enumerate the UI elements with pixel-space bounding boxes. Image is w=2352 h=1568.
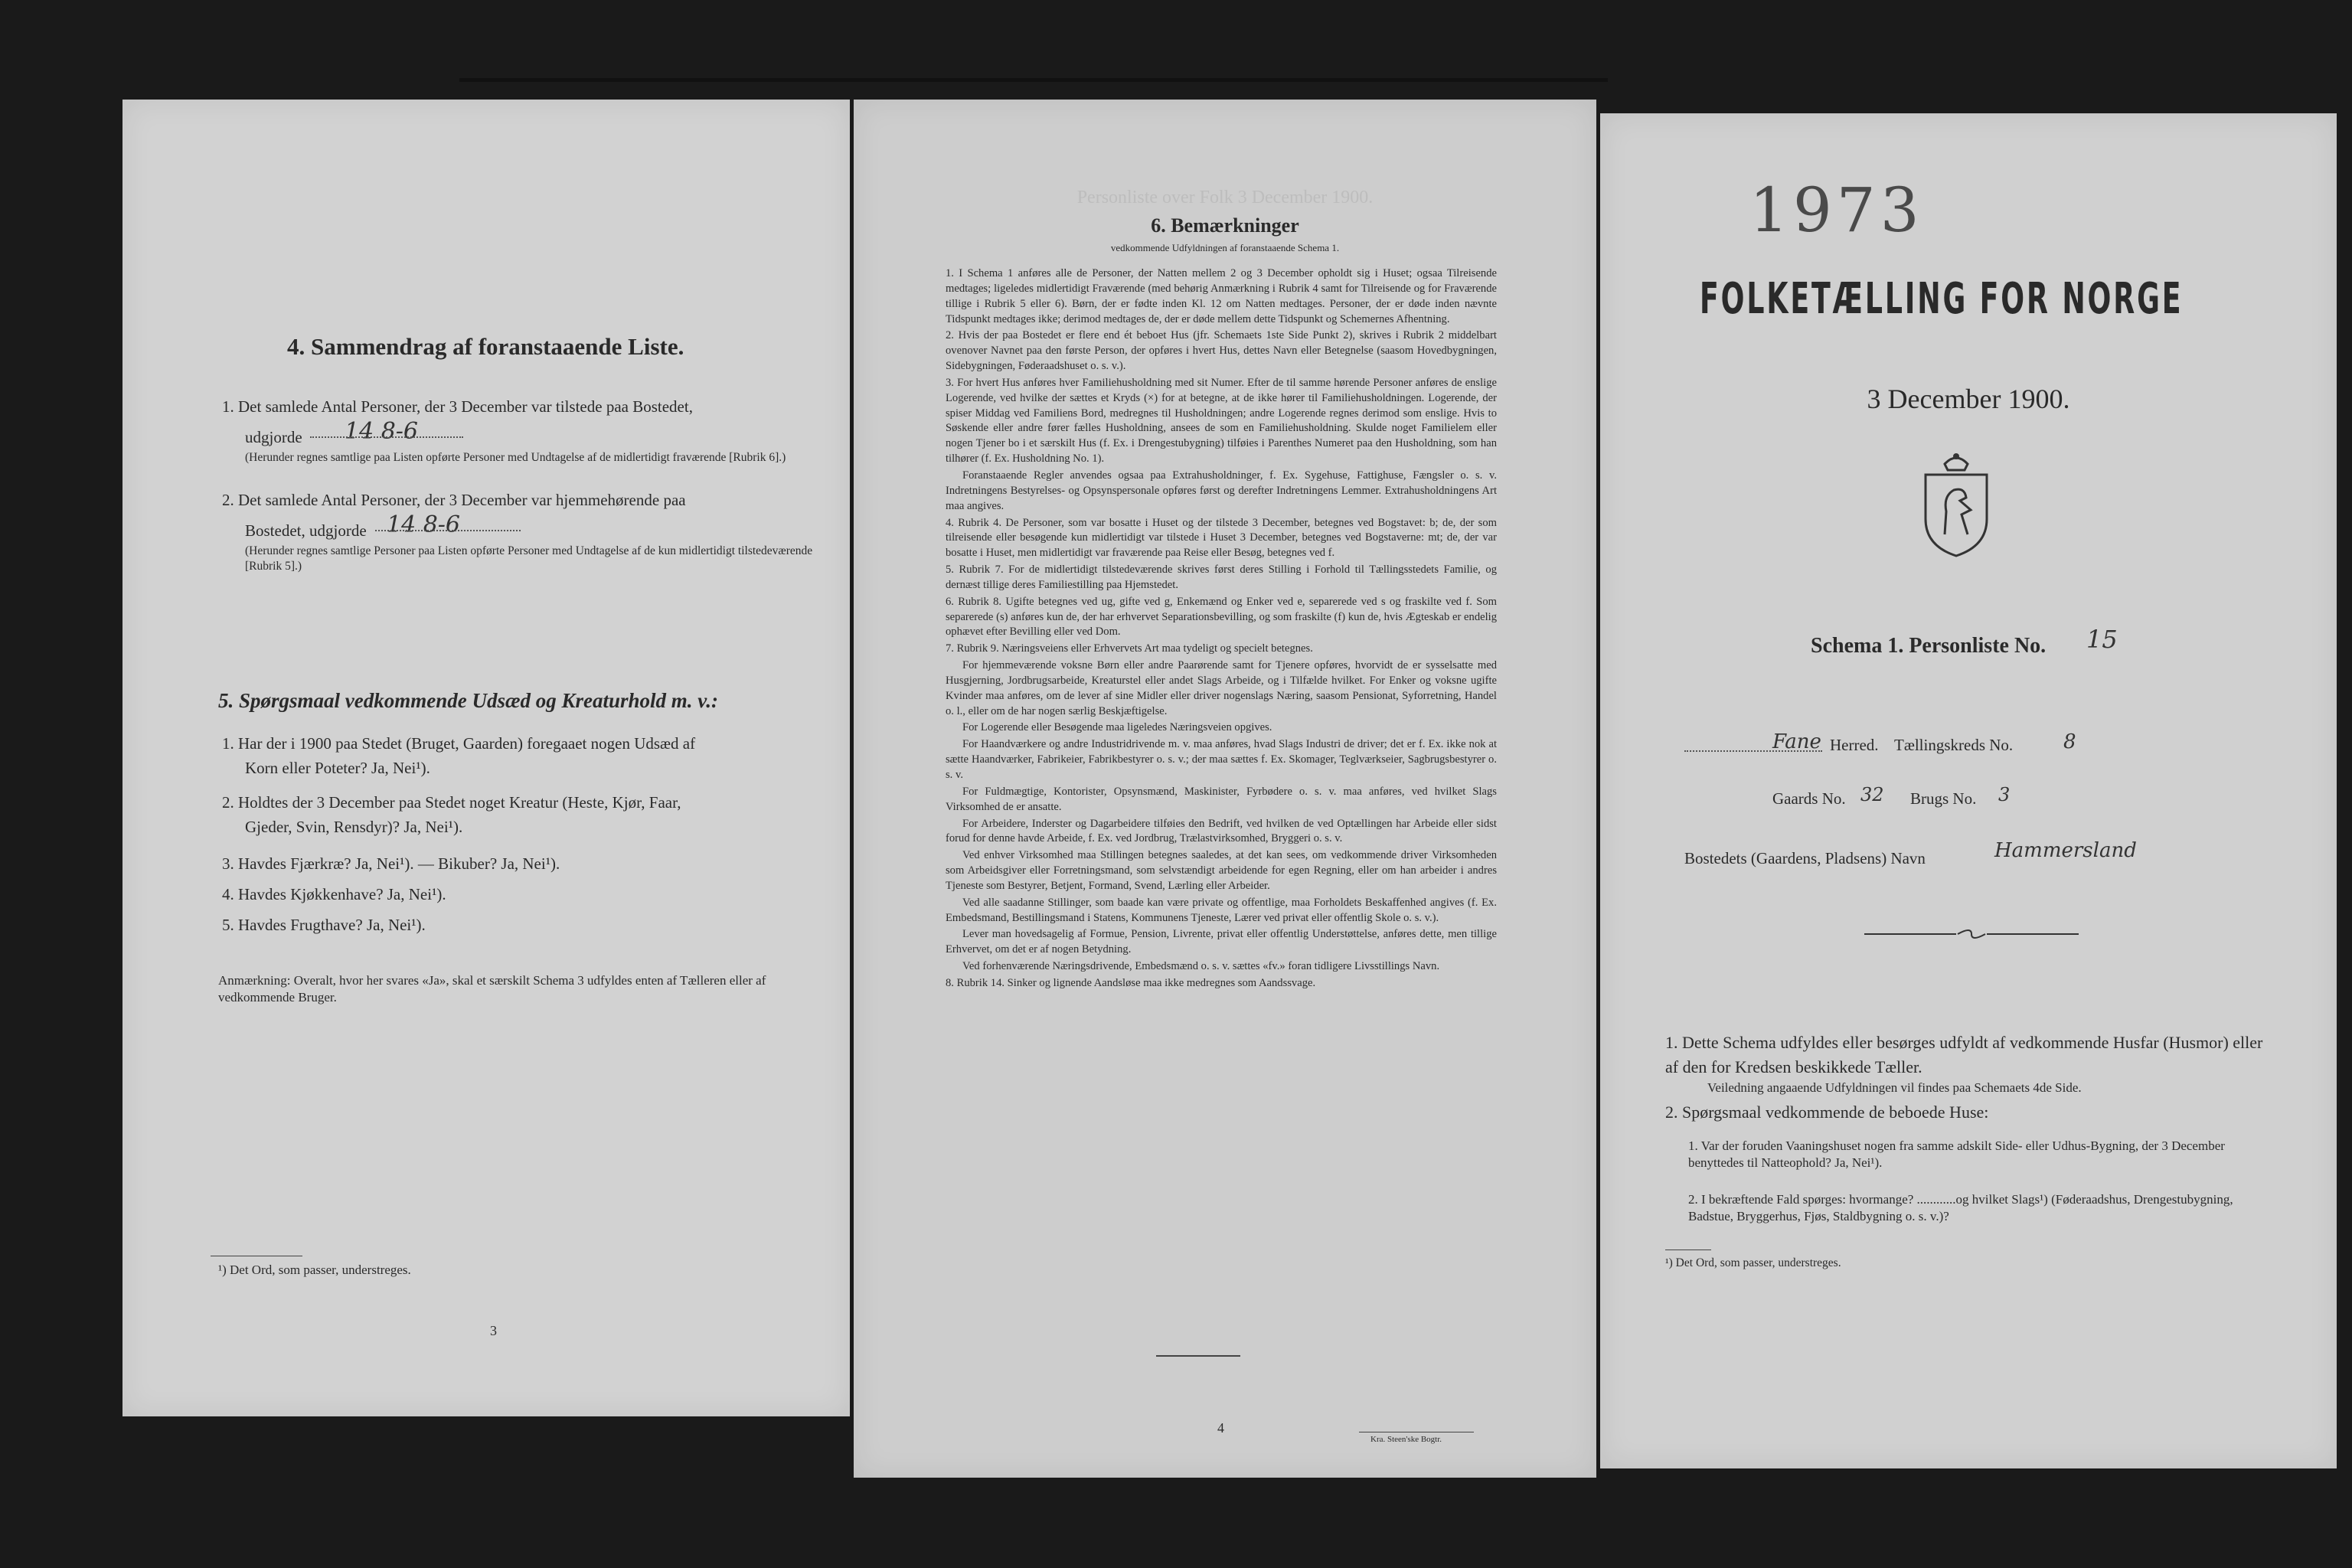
section6-subtitle: vedkommende Udfyldningen af foranstaaende Schema 1. — [1110, 242, 1340, 253]
remark-paragraph: 7. Rubrik 9. Næringsveiens eller Erhvervets Art maa tydeligt og specielt betegnes. — [946, 642, 1313, 655]
remark-paragraph: 1. I Schema 1 anføres alle de Personer, der Natten mellem 2 og 3 December opholdt sig i Huset; ogsaa Tilreisende medtages; ligeledes midlertidigt Fraværende (med behørig Anmærkning i Rubrik 4 samt for Tilreisende og for Fraværende tillige i Rubrik 5 eller 6). Børn, der er fødte inden Kl. 12 om Natten medtages. Personer, der er døde inden nævnte Tidspunkt medtages ikke; derimod medtages de, der er døde mellem dette Tidspunkt og Schemernes Afhentning. — [946, 267, 1497, 325]
item1-note: (Herunder regnes samtlige paa Listen opførte Personer med Undtagelse af de midlertidigt fraværende [Rubrik 6].) — [245, 451, 786, 464]
end-rule — [1156, 1355, 1240, 1357]
remark-paragraph: For Arbeidere, Inderster og Dagarbeidere tilføies den Bedrift, ved hvilken de ved Optællingen har Arbeide eller sidst forud for denne havde Arbeide, f. Ex. ved Jordbrug, Trælastvirksomhed, Bryggeri o. s. v. — [946, 817, 1497, 845]
ornament-divider — [1864, 926, 2079, 942]
remark-paragraph: 8. Rubrik 14. Sinker og lignende Aandsløse maa ikke medregnes som Aandssvage. — [946, 976, 1316, 989]
herred-label: Herred. — [1830, 736, 1879, 754]
q1-line1: 1. Har der i 1900 paa Stedet (Bruget, Gaarden) foregaaet nogen Udsæd af — [222, 734, 696, 753]
faded-header: Personliste over Folk 3 December 1900. — [1076, 188, 1374, 207]
remark-paragraph: Ved forhenværende Næringsdrivende, Embedsmænd o. s. v. sættes «fv.» foran tidligere Livsstillings Navn. — [962, 960, 1440, 973]
q5: 5. Havdes Frugthave? Ja, Nei¹). — [222, 916, 426, 934]
item2-value: 14 8-6 — [387, 511, 461, 538]
anmerkning: Anmærkning: Overalt, hvor her svares «Ja», skal et særskilt Schema 3 udfyldes enten af Tælleren eller af vedkommende Bruger. — [218, 973, 766, 1005]
remark-paragraph: Foranstaaende Regler anvendes ogsaa paa Extrahusholdninger, f. Ex. Sygehuse, Fattighuse, Fængsler o. s. v. Indretningens Bestyrelses- og Opsynspersonale opføres først og derefter Indretningens Lemmer. Extrahusholdningens Art maa angives. — [946, 469, 1497, 512]
brugs-value: 3 — [1998, 784, 2011, 805]
q2-line1: 2. Holdtes der 3 December paa Stedet noget Kreatur (Heste, Kjør, Faar, — [222, 793, 681, 812]
remark-paragraph: 3. For hvert Hus anføres hver Familiehusholdning med sit Numer. Efter de til samme hørende Personer anføres de enslige Logerende, ved hvilke der sættes et Kryds (×) for at betegne, at de ikke hører til Familiehusholdningen. Logerende, der spiser Middag ved Familiens Bord, medregnes til Husholdningen; andre Logerende regnes derimod som enslige. Hvis to Søskende eller andre fører fælles Husholdning, ansees de som en Familiehusholdning. Skulde noget Familielem eller nogen Tjener bo i et særskilt Hus (f. Ex. i Drengestubygning) tilføies i Parenthes Numeret paa den Husholdning, som han tilhører (f. Ex. Husholdning No. 1). — [946, 376, 1497, 466]
instruction-2: 2. Spørgsmaal vedkommende de beboede Huse: — [1665, 1102, 1989, 1122]
form-title: FOLKETÆLLING FOR NORGE — [1700, 274, 2184, 324]
instruction-1: 1. Dette Schema udfyldes eller besørges udfyldt af vedkommende Husfar (Husmor) eller af den for Kredsen beskikkede Tæller. — [1665, 1033, 2263, 1076]
remark-paragraph: For Fuldmægtige, Kontorister, Opsynsmænd, Maskinister, Fyrbødere o. s. v. maa anføres, ved hvilket Slags Virksomhed de er ansatte. — [946, 785, 1497, 813]
item2-text: 2. Det samlede Antal Personer, der 3 December var hjemmehørende paa — [222, 491, 686, 509]
q4: 4. Havdes Kjøkkenhave? Ja, Nei¹). — [222, 885, 446, 903]
remark-paragraph: Ved enhver Virksomhed maa Stillingen betegnes saaledes, at det kan sees, om vedkommende driver Virksomheden som Arbeidsgiver eller Forretningsmand, som selvstændigt arbeidende for egen Regning, eller om han arbeider i andres Tjeneste som Bestyrer, Betjent, Formand, Svend, Lærling eller Arbeider. — [946, 849, 1497, 892]
remark-paragraph: 2. Hvis der paa Bostedet er flere end ét beboet Hus (jfr. Schemaets 1ste Side Punkt 2), skrives i Rubrik 2 middelbart ovenover Navnet paa den første Person, der opføres i hvert Hus, dettes Navn eller Betegnelse (saasom Hovedbygningen, Sidebygningen, Føderaadshuset o. s. v.). — [946, 329, 1497, 373]
remark-paragraph: 4. Rubrik 4. De Personer, som var bosatte i Huset og der tilstede 3 December, betegnes ved Bogstavet: b; de, der som tilreisende eller besøgende kun midlertidigt var tilstede i Huset 3 December, betegnes ved Bogstaverne: mt; de, der var bosatte i Huset, men midlertidigt var fraværende paa Reise eller Besøg, betegnes ved f. — [946, 516, 1497, 560]
section5-title: 5. Spørgsmaal vedkommende Udsæd og Kreaturhold m. v.: — [218, 689, 719, 712]
gaards-label: Gaards No. — [1772, 789, 1846, 808]
remark-paragraph: Ved alle saadanne Stillinger, som baade kan være private og offentlige, maa Forholdets Beskaffenhed angives (f. Ex. Embedsmand, Bestillingsmand i Statens, Kommunens Tjeneste, Lærer ved privat eller offentlig Skole o. s. v.). — [946, 896, 1497, 924]
item1-value: 14 8-6 — [345, 418, 419, 445]
kreds-value: 8 — [2063, 730, 2076, 753]
left-page — [122, 100, 850, 1416]
schema-label: Schema 1. Personliste No. — [1811, 634, 2047, 658]
footnote: ¹) Det Ord, som passer, understreges. — [1665, 1256, 1841, 1269]
instruction-1-sub: Veiledning angaaende Udfyldningen vil findes paa Schemaets 4de Side. — [1707, 1080, 2082, 1095]
item1-udgjorde: udgjorde — [245, 428, 302, 446]
instruction-2-q1: 1. Var der foruden Vaaningshuset nogen fra samme adskilt Side- eller Udhus-Bygning, der 3 December benyttedes til Natteophold? Ja, Nei¹). — [1688, 1138, 2225, 1171]
bosted-value: Hammersland — [1994, 839, 2137, 862]
top-rule — [459, 78, 1608, 82]
form-date: 3 December 1900. — [1867, 384, 2070, 414]
gaards-value: 32 — [1860, 784, 1884, 805]
remark-paragraph: 5. Rubrik 7. For de midlertidigt tilstedeværende skrives først deres Stilling i Forhold til Tællingsstedets Familie, og dernæst tillige deres Familiestilling paa Hjemstedet. — [946, 564, 1497, 591]
remark-paragraph: For Haandværkere og andre Industridrivende m. v. maa anføres, hvad Slags Industri de driver; det er f. Ex. ikke nok at sætte Haandværker, Fabrikeier, Fabrikbestyrer o. s. v.; der maa sættes f. Ex. Skomager, Teglværkseier, Sagbrugsbestyrer o. s. v. — [946, 738, 1497, 781]
q1-line2: Korn eller Poteter? Ja, Nei¹). — [245, 759, 430, 777]
handwritten-number: 1973 — [1749, 175, 1924, 246]
q3: 3. Havdes Fjærkræ? Ja, Nei¹). — Bikuber? Ja, Nei¹). — [222, 854, 560, 873]
bosted-label: Bostedets (Gaardens, Pladsens) Navn — [1684, 849, 1926, 867]
section4-title: 4. Sammendrag af foranstaaende Liste. — [287, 333, 684, 360]
footnote: ¹) Det Ord, som passer, understreges. — [218, 1263, 411, 1277]
right-page — [1600, 113, 2337, 1468]
page-number: 3 — [490, 1323, 497, 1338]
instruction-2-q2: 2. I bekræftende Fald spørges: hvormange? ............og hvilket Slags¹) (Føderaadshus, Drengestubygning, Badstue, Bryggerhus, Fjøs, Staldbygning o. s. v.)? — [1688, 1192, 2233, 1224]
schema-number: 15 — [2086, 625, 2118, 654]
herred-value: Fane — [1772, 730, 1821, 753]
remark-paragraph: For Logerende eller Besøgende maa ligeledes Næringsveien opgives. — [962, 721, 1272, 734]
item2-dotline — [375, 530, 521, 531]
item2-note: (Herunder regnes samtlige Personer paa Listen opførte Personer med Undtagelse af de kun midlertidigt tilstedeværende [Rubrik 5].) — [245, 544, 813, 573]
item1-text: 1. Det samlede Antal Personer, der 3 December var tilstede paa Bostedet, — [222, 397, 693, 416]
kreds-label: Tællingskreds No. — [1894, 736, 2014, 754]
middle-page — [854, 100, 1596, 1478]
page-number: 4 — [1217, 1420, 1224, 1436]
item1-dotline — [310, 436, 463, 438]
remark-paragraph: Lever man hovedsagelig af Formue, Pension, Livrente, privat eller offentlig Understøttelse, anføres dette, men tillige Erhvervet, om det er af nogen Betydning. — [946, 928, 1497, 956]
section6-title: 6. Bemærkninger — [1151, 214, 1299, 237]
remark-paragraph: 6. Rubrik 8. Ugifte betegnes ved ug, gifte ved g, Enkemænd og Enker ved e, separerede ved s og fraskilte ved f. Som separerede (s) anføres kun de, der har erhvervet Separationsbevilling, og som fraskilte (f) kun de, hvis Ægteskab er endelig ophævet efter Bevilling eller ved Dom. — [946, 595, 1497, 639]
item2-bostedet: Bostedet, udgjorde — [245, 521, 367, 540]
q2-line2: Gjeder, Svin, Rensdyr)? Ja, Nei¹). — [245, 818, 463, 836]
remark-paragraph: For hjemmeværende voksne Børn eller andre Paarørende samt for Tjenere opføres, hvorvidt de er sysselsatte med Husgjerning, Jordbrugsarbeide, Kreaturstel eller andet Slags Arbeide, og i Tilfælde hvilket. For Enker og voksne ugifte Kvinder maa anføres, om de lever af sine Midler eller driver nogenslags Næring, saasom Pensionat, Syforretning, Handel o. l., eller om de har nogen særlig Beskjæftigelse. — [946, 659, 1497, 717]
remarks-list — [946, 266, 1497, 993]
coat-of-arms-icon — [1914, 450, 1998, 557]
brugs-label: Brugs No. — [1910, 789, 1977, 808]
printer: Kra. Steen'ske Bogtr. — [1370, 1435, 1442, 1444]
